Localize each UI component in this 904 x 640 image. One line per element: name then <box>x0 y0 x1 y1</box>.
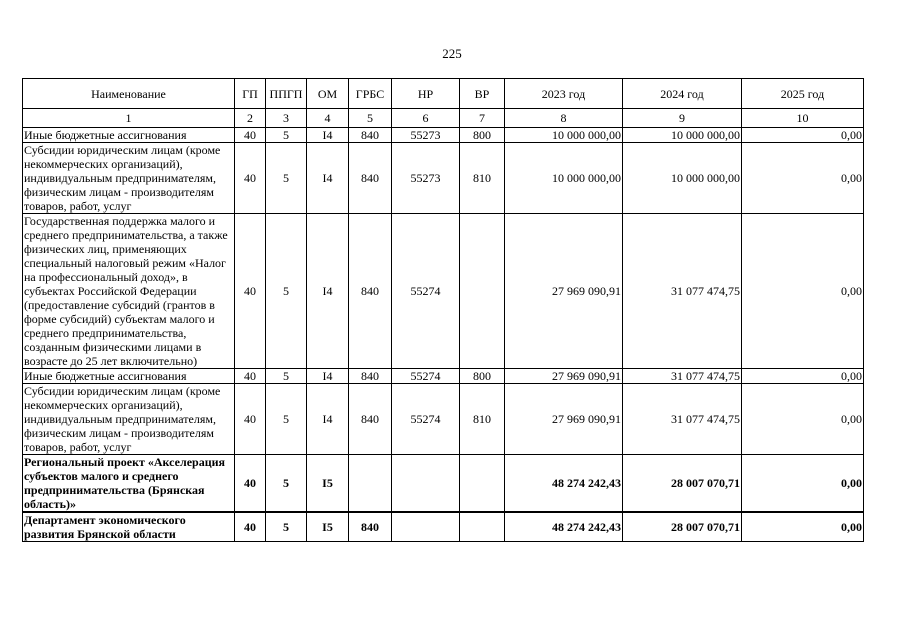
cell-gp: 40 <box>235 384 266 455</box>
cell-om: I4 <box>307 214 349 369</box>
cell-vr: 810 <box>460 384 505 455</box>
cell-vr <box>460 214 505 369</box>
cell-2025: 0,00 <box>742 455 864 513</box>
cell-2023: 48 274 242,43 <box>505 455 623 513</box>
cell-ppgp: 5 <box>266 143 307 214</box>
row-name: Субсидии юридическим лицам (кроме некоммерческих организаций), индивидуальным предпринимателям, физическим лицам - производителям товаров, работ, услуг <box>23 384 235 455</box>
cell-2024: 10 000 000,00 <box>623 128 742 143</box>
page-number: 225 <box>442 46 462 61</box>
cell-ppgp: 5 <box>266 384 307 455</box>
cell-gp: 40 <box>235 128 266 143</box>
row-name: Государственная поддержка малого и среднего предпринимательства, а также физических лиц, применяющих специальный налоговый режим «Налог на профессиональный доход», в субъектах Российской Федерации (предоставление субсидий (грантов в форме субсидий) субъектам малого и среднего предпринимательства, созданным физическими лицами в возрасте до 25 лет включительно) <box>23 214 235 369</box>
cell-2023: 10 000 000,00 <box>505 128 623 143</box>
cell-2024: 28 007 070,71 <box>623 512 742 542</box>
header-cell: Наименование <box>23 79 235 109</box>
table-row <box>23 512 864 542</box>
cell-ppgp: 5 <box>266 128 307 143</box>
header-cell: 2023 год <box>505 79 623 109</box>
cell-nr: 55274 <box>392 214 460 369</box>
cell-om: I4 <box>307 384 349 455</box>
cell-gp: 40 <box>235 369 266 384</box>
column-number: 8 <box>505 109 623 128</box>
column-number: 3 <box>266 109 307 128</box>
row-name: Иные бюджетные ассигнования <box>23 128 235 143</box>
cell-om: I4 <box>307 128 349 143</box>
cell-2025: 0,00 <box>742 214 864 369</box>
table-row <box>23 384 864 455</box>
table-row <box>23 214 864 369</box>
column-number: 1 <box>23 109 235 128</box>
table-row <box>23 369 864 384</box>
cell-vr <box>460 455 505 513</box>
cell-grbs: 840 <box>349 369 392 384</box>
budget-table <box>22 78 864 542</box>
header-cell: ГРБС <box>349 79 392 109</box>
row-name: Департамент экономического развития Брянской области <box>23 512 235 542</box>
cell-2025: 0,00 <box>742 143 864 214</box>
column-number: 10 <box>742 109 864 128</box>
cell-ppgp: 5 <box>266 512 307 542</box>
row-name: Субсидии юридическим лицам (кроме некоммерческих организаций), индивидуальным предпринимателям, физическим лицам - производителям товаров, работ, услуг <box>23 143 235 214</box>
cell-nr: 55274 <box>392 384 460 455</box>
cell-gp: 40 <box>235 143 266 214</box>
table-row <box>23 128 864 143</box>
cell-nr: 55273 <box>392 143 460 214</box>
cell-gp: 40 <box>235 214 266 369</box>
cell-2024: 28 007 070,71 <box>623 455 742 513</box>
cell-ppgp: 5 <box>266 455 307 513</box>
cell-gp: 40 <box>235 512 266 542</box>
column-number-row <box>23 109 864 128</box>
column-number: 6 <box>392 109 460 128</box>
cell-2025: 0,00 <box>742 512 864 542</box>
cell-grbs <box>349 455 392 513</box>
cell-2023: 27 969 090,91 <box>505 369 623 384</box>
cell-vr: 800 <box>460 128 505 143</box>
cell-nr <box>392 455 460 513</box>
cell-grbs: 840 <box>349 384 392 455</box>
row-name: Региональный проект «Акселерация субъектов малого и среднего предпринимательства (Брянская область)» <box>23 455 235 513</box>
header-cell: 2025 год <box>742 79 864 109</box>
cell-ppgp: 5 <box>266 369 307 384</box>
cell-2023: 10 000 000,00 <box>505 143 623 214</box>
cell-grbs: 840 <box>349 214 392 369</box>
cell-2023: 27 969 090,91 <box>505 384 623 455</box>
column-number: 5 <box>349 109 392 128</box>
cell-om: I5 <box>307 512 349 542</box>
cell-2024: 10 000 000,00 <box>623 143 742 214</box>
cell-2023: 27 969 090,91 <box>505 214 623 369</box>
cell-vr: 810 <box>460 143 505 214</box>
header-row <box>23 79 864 109</box>
table-row <box>23 143 864 214</box>
row-name: Иные бюджетные ассигнования <box>23 369 235 384</box>
cell-om: I4 <box>307 143 349 214</box>
cell-2025: 0,00 <box>742 128 864 143</box>
header-cell: ВР <box>460 79 505 109</box>
cell-om: I4 <box>307 369 349 384</box>
column-number: 2 <box>235 109 266 128</box>
cell-vr: 800 <box>460 369 505 384</box>
table-row <box>23 455 864 513</box>
header-cell: ППГП <box>266 79 307 109</box>
header-cell: НР <box>392 79 460 109</box>
cell-om: I5 <box>307 455 349 513</box>
column-number: 4 <box>307 109 349 128</box>
column-number: 9 <box>623 109 742 128</box>
cell-nr: 55273 <box>392 128 460 143</box>
cell-2024: 31 077 474,75 <box>623 384 742 455</box>
cell-2024: 31 077 474,75 <box>623 369 742 384</box>
cell-grbs: 840 <box>349 128 392 143</box>
column-number: 7 <box>460 109 505 128</box>
header-cell: ОМ <box>307 79 349 109</box>
header-cell: 2024 год <box>623 79 742 109</box>
cell-vr <box>460 512 505 542</box>
cell-nr <box>392 512 460 542</box>
cell-gp: 40 <box>235 455 266 513</box>
cell-grbs: 840 <box>349 143 392 214</box>
cell-nr: 55274 <box>392 369 460 384</box>
cell-2025: 0,00 <box>742 384 864 455</box>
cell-grbs: 840 <box>349 512 392 542</box>
cell-ppgp: 5 <box>266 214 307 369</box>
cell-2024: 31 077 474,75 <box>623 214 742 369</box>
cell-2023: 48 274 242,43 <box>505 512 623 542</box>
header-cell: ГП <box>235 79 266 109</box>
cell-2025: 0,00 <box>742 369 864 384</box>
